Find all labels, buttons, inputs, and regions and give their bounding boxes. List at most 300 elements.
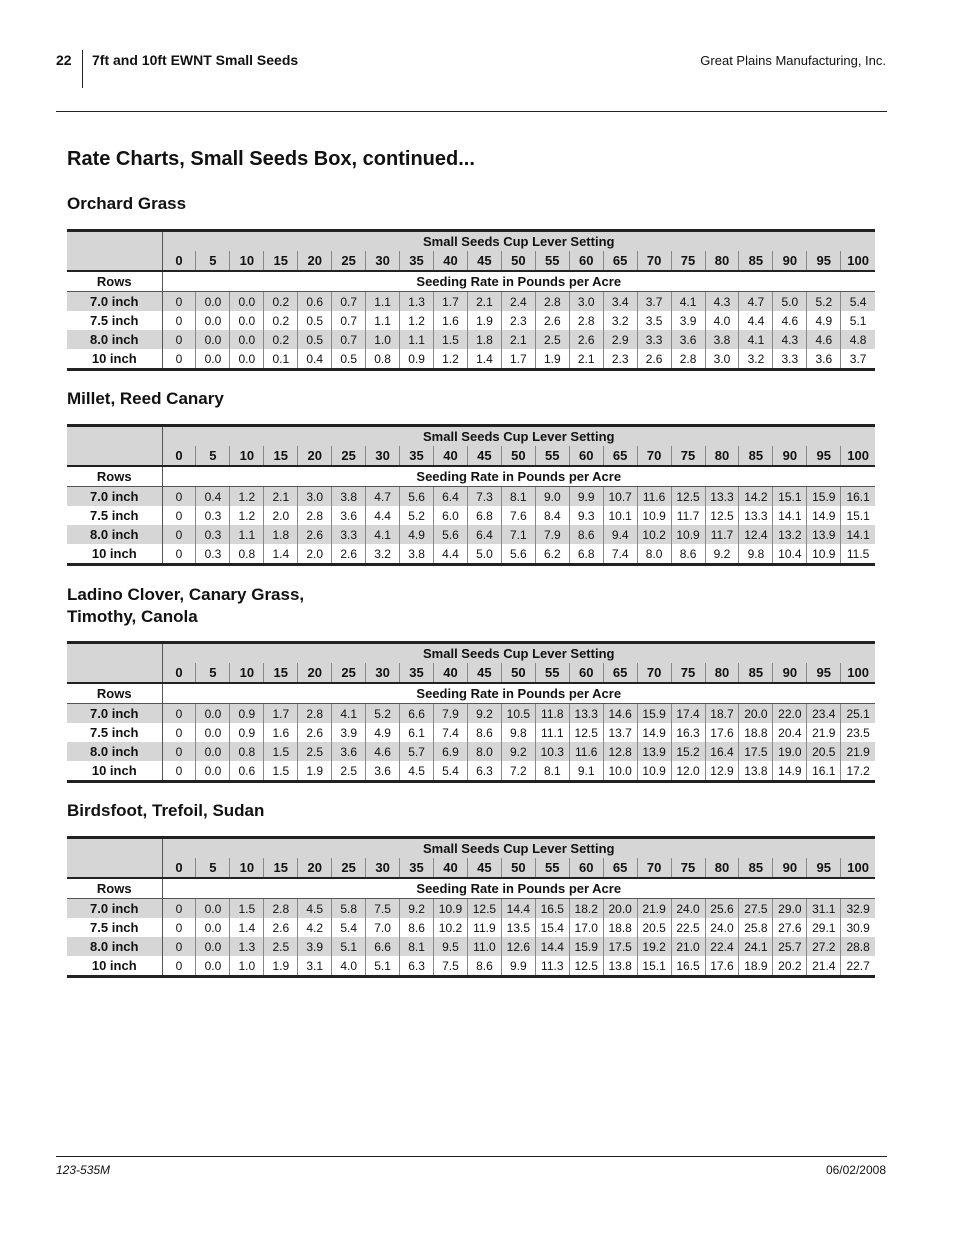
setting-value: 15 [264,858,298,878]
rate-cell: 10.5 [501,704,535,724]
rate-cell: 0.0 [230,349,264,370]
rate-cell: 9.2 [501,742,535,761]
rate-cell: 13.3 [739,506,773,525]
rate-cell: 8.6 [467,956,501,977]
rate-cell: 24.0 [671,899,705,919]
rate-cell: 28.8 [841,937,875,956]
rate-cell: 25.6 [705,899,739,919]
rate-cell: 0 [162,311,196,330]
setting-value: 25 [332,663,366,683]
setting-value: 55 [535,251,569,271]
row-spacing-label: 10 inch [67,956,162,977]
rate-cell: 8.1 [400,937,434,956]
setting-value: 10 [230,251,264,271]
rate-cell: 20.2 [773,956,807,977]
rate-cell: 4.9 [807,311,841,330]
rate-cell: 0 [162,704,196,724]
setting-value: 55 [535,858,569,878]
rate-cell: 18.8 [603,918,637,937]
rate-cell: 10.9 [434,899,468,919]
rate-cell: 24.0 [705,918,739,937]
rate-cell: 13.3 [705,487,739,507]
rate-cell: 2.8 [298,506,332,525]
rate-cell: 10.9 [637,506,671,525]
rate-cell: 4.4 [739,311,773,330]
rate-cell: 0.0 [196,330,230,349]
rate-cell: 2.6 [535,311,569,330]
rate-cell: 12.5 [671,487,705,507]
rate-cell: 7.1 [501,525,535,544]
rate-cell: 2.8 [569,311,603,330]
rate-cell: 11.7 [671,506,705,525]
rate-cell: 22.5 [671,918,705,937]
rate-cell: 9.8 [739,544,773,565]
header-divider [82,50,83,88]
rate-cell: 4.7 [739,292,773,312]
setting-value: 35 [400,858,434,878]
rate-cell: 2.5 [264,937,298,956]
rate-cell: 12.5 [705,506,739,525]
rate-cell: 1.9 [467,311,501,330]
rate-cell: 19.0 [773,742,807,761]
setting-value: 5 [196,251,230,271]
rate-cell: 0.0 [230,330,264,349]
setting-header: Small Seeds Cup Lever Setting [162,838,875,859]
rate-cell: 17.5 [739,742,773,761]
setting-header-row [67,838,875,859]
setting-value: 45 [467,858,501,878]
rate-cell: 0.2 [264,292,298,312]
rate-cell: 17.5 [603,937,637,956]
rate-cell: 6.8 [467,506,501,525]
publication-date: 06/02/2008 [825,1163,886,1177]
table-row [67,292,875,312]
row-spacing-label: 7.0 inch [67,704,162,724]
rate-cell: 12.6 [501,937,535,956]
setting-value: 75 [671,251,705,271]
setting-value: 35 [400,663,434,683]
rate-cell: 2.1 [467,292,501,312]
rate-header-row [67,683,875,704]
rate-cell: 9.2 [467,704,501,724]
rate-cell: 16.1 [841,487,875,507]
rate-cell: 16.3 [671,723,705,742]
rate-cell: 3.3 [332,525,366,544]
rate-cell: 17.0 [569,918,603,937]
section-title: Birdsfoot, Trefoil, Sudan [67,801,265,820]
rate-cell: 5.2 [807,292,841,312]
setting-value: 30 [366,446,400,466]
rate-cell: 27.6 [773,918,807,937]
rate-cell: 4.5 [400,761,434,782]
rate-cell: 10.4 [773,544,807,565]
rate-cell: 21.9 [841,742,875,761]
rate-cell: 2.9 [603,330,637,349]
rate-cell: 19.2 [637,937,671,956]
rate-cell: 3.9 [298,937,332,956]
rate-cell: 5.1 [366,956,400,977]
rate-cell: 23.5 [846,725,870,740]
rate-cell: 18.8 [739,723,773,742]
rate-cell: 8.6 [467,723,501,742]
setting-value: 0 [162,446,196,466]
rate-cell: 14.1 [841,525,875,544]
rate-cell: 13.8 [739,761,773,782]
setting-value: 65 [603,858,637,878]
rate-cell: 4.1 [366,525,400,544]
rate-cell: 8.0 [637,544,671,565]
rate-cell: 1.7 [501,349,535,370]
row-spacing-label: 7.0 inch [67,899,162,919]
section-title: Ladino Clover, Canary Grass, Timothy, Canola [67,585,305,626]
rate-cell: 1.2 [230,487,264,507]
setting-value: 70 [637,663,671,683]
rate-header-row [67,466,875,487]
setting-value: 35 [400,446,434,466]
rate-cell: 13.9 [807,525,841,544]
rate-cell: 13.5 [501,918,535,937]
setting-value: 75 [671,663,705,683]
rate-cell: 0 [162,761,196,782]
setting-value: 15 [264,663,298,683]
row-spacing-label: 8.0 inch [67,742,162,761]
table-row [67,742,875,761]
rate-cell: 22.4 [705,937,739,956]
rate-cell: 3.3 [637,330,671,349]
rate-cell: 8.6 [569,525,603,544]
row-spacing-label: 7.5 inch [67,506,162,525]
rate-cell: 0.9 [230,704,264,724]
rate-cell: 15.4 [535,918,569,937]
rate-cell: 0.3 [196,544,230,565]
setting-value: 20 [298,446,332,466]
rate-cell: 14.9 [807,506,841,525]
rate-cell: 4.3 [705,292,739,312]
rate-cell: 4.4 [434,544,468,565]
rate-cell: 0.0 [196,899,230,919]
table-row [67,937,875,956]
rate-cell: 7.9 [434,704,468,724]
rate-cell: 13.2 [773,525,807,544]
rate-cell: 15.2 [671,742,705,761]
rate-cell: 14.4 [501,899,535,919]
rate-table [67,836,875,978]
rate-cell: 29.0 [773,899,807,919]
rate-cell: 2.0 [264,506,298,525]
rate-cell: 5.4 [332,918,366,937]
rate-cell: 0 [162,506,196,525]
rate-cell: 20.4 [773,723,807,742]
setting-value: 20 [298,858,332,878]
rate-cell: 1.1 [366,292,400,312]
setting-value: 60 [569,858,603,878]
row-spacing-label: 10 inch [67,544,162,565]
rate-cell: 7.5 [366,899,400,919]
rate-cell: 3.7 [841,349,875,370]
rate-cell: 4.4 [366,506,400,525]
rate-cell: 8.1 [535,761,569,782]
row-spacing-label: 7.5 inch [67,723,162,742]
setting-value: 5 [196,663,230,683]
rate-cell: 15.1 [846,508,870,523]
rate-cell: 8.6 [671,544,705,565]
rate-cell: 0.8 [366,349,400,370]
rate-cell: 6.0 [434,506,468,525]
rate-cell: 4.5 [298,899,332,919]
setting-header: Small Seeds Cup Lever Setting [162,643,875,664]
rate-cell: 3.0 [298,487,332,507]
rate-cell: 1.2 [434,349,468,370]
setting-value: 35 [400,251,434,271]
rate-cell: 13.3 [569,704,603,724]
rate-cell: 12.4 [739,525,773,544]
rate-cell: 0.5 [332,349,366,370]
rate-cell: 7.9 [535,525,569,544]
page-title: Rate Charts, Small Seeds Box, continued... [67,148,475,170]
rate-cell: 18.2 [569,899,603,919]
rate-cell: 1.9 [298,761,332,782]
rate-cell: 3.8 [400,544,434,565]
setting-value: 0 [162,858,196,878]
setting-value: 80 [705,251,739,271]
rate-cell: 0.7 [332,330,366,349]
rate-cell: 10.9 [637,761,671,782]
rate-cell: 1.6 [264,723,298,742]
rate-cell: 2.6 [332,544,366,565]
rate-cell: 7.0 [366,918,400,937]
rate-cell: 0 [162,330,196,349]
rate-cell: 2.6 [298,525,332,544]
setting-value: 10 [230,858,264,878]
rate-cell: 10.2 [434,918,468,937]
rate-cell: 0.4 [298,349,332,370]
rate-cell: 0.2 [264,311,298,330]
rate-cell: 0 [162,899,196,919]
rate-cell: 0.5 [298,330,332,349]
rate-cell: 2.3 [501,311,535,330]
setting-value: 25 [332,858,366,878]
rate-cell: 11.5 [841,544,875,565]
setting-values-row [67,446,875,466]
rate-cell: 17.6 [705,956,739,977]
rate-cell: 4.8 [841,330,875,349]
rate-cell: 0 [162,742,196,761]
rate-cell: 4.0 [332,956,366,977]
rate-cell: 0.0 [196,311,230,330]
rate-cell: 15.1 [773,487,807,507]
setting-value: 100 [841,858,875,878]
rate-cell: 8.6 [400,918,434,937]
rate-cell: 0.0 [196,937,230,956]
rate-cell: 21.9 [637,899,671,919]
rate-cell: 6.8 [569,544,603,565]
rate-cell: 11.6 [637,487,671,507]
rate-cell: 8.4 [535,506,569,525]
rate-cell: 12.5 [569,723,603,742]
rate-header-row [67,878,875,899]
rate-cell: 5.6 [434,525,468,544]
setting-value: 90 [773,858,807,878]
rate-cell: 2.5 [332,761,366,782]
rate-cell: 4.6 [773,311,807,330]
rate-cell: 16.1 [807,761,841,782]
setting-value: 50 [501,858,535,878]
setting-value: 95 [807,858,841,878]
rate-cell: 7.4 [434,723,468,742]
setting-value: 85 [739,446,773,466]
rate-cell: 0.9 [400,349,434,370]
rate-cell: 6.9 [434,742,468,761]
rate-cell: 0.0 [196,292,230,312]
setting-value: 45 [467,663,501,683]
header-corner [67,643,162,664]
rate-cell: 5.1 [849,313,867,328]
rate-cell: 2.8 [264,899,298,919]
rate-cell: 7.4 [603,544,637,565]
section-title: Orchard Grass [67,194,187,213]
rate-cell: 20.0 [739,704,773,724]
header-corner [67,858,162,878]
rate-cell: 4.0 [705,311,739,330]
rate-cell: 3.6 [671,330,705,349]
rate-cell: 3.2 [366,544,400,565]
setting-value: 80 [705,446,739,466]
header-corner [67,838,162,859]
rate-cell: 10.3 [535,742,569,761]
rate-cell: 4.9 [400,525,434,544]
setting-value: 100 [841,251,875,271]
rate-cell: 21.0 [671,937,705,956]
setting-header: Small Seeds Cup Lever Setting [162,231,875,252]
rate-cell: 1.4 [230,918,264,937]
header-corner [67,251,162,271]
rate-cell: 20.5 [637,918,671,937]
rate-cell: 3.1 [298,956,332,977]
company-name: Great Plains Manufacturing, Inc. [700,53,886,68]
table-row [67,899,875,919]
table-row [67,761,875,782]
setting-value: 55 [535,446,569,466]
rate-cell: 0.1 [264,349,298,370]
rate-cell: 2.1 [264,487,298,507]
rate-cell: 15.1 [637,956,671,977]
rate-cell: 3.6 [807,349,841,370]
setting-value: 65 [603,446,637,466]
setting-value: 85 [739,858,773,878]
rate-cell: 11.3 [535,956,569,977]
rate-cell: 0.4 [196,487,230,507]
rate-cell: 4.7 [366,487,400,507]
rate-cell: 6.3 [467,761,501,782]
rate-cell: 14.2 [739,487,773,507]
rate-cell: 1.7 [434,292,468,312]
table-row [67,487,875,507]
row-spacing-label: 8.0 inch [67,525,162,544]
rate-cell: 4.6 [366,742,400,761]
setting-value: 10 [230,446,264,466]
header-corner [67,446,162,466]
setting-value: 40 [434,858,468,878]
rate-cell: 9.0 [535,487,569,507]
rate-cell: 2.6 [264,918,298,937]
rate-cell: 24.1 [739,937,773,956]
header-corner [67,663,162,683]
rate-cell: 12.8 [603,742,637,761]
rate-cell: 1.6 [434,311,468,330]
rate-cell: 25.1 [841,704,875,724]
rate-cell: 21.4 [807,956,841,977]
rate-cell: 9.4 [603,525,637,544]
rate-cell: 29.1 [807,918,841,937]
setting-value: 100 [841,663,875,683]
rate-cell: 15.9 [569,937,603,956]
table-row [67,704,875,724]
rate-cell: 3.0 [569,292,603,312]
rate-cell: 6.1 [400,723,434,742]
rate-cell: 22.7 [841,956,875,977]
setting-header-row [67,643,875,664]
rate-cell: 13.8 [603,956,637,977]
row-spacing-label: 8.0 inch [67,937,162,956]
rate-cell: 7.2 [501,761,535,782]
rate-cell: 0 [162,937,196,956]
setting-value: 95 [807,446,841,466]
rate-cell: 2.6 [637,349,671,370]
rate-cell: 10.9 [671,525,705,544]
rate-cell: 2.8 [671,349,705,370]
page-number: 22 [56,52,72,68]
rate-cell: 1.4 [467,349,501,370]
rate-table [67,229,875,371]
setting-value: 0 [162,251,196,271]
setting-value: 15 [264,251,298,271]
setting-value: 100 [841,446,875,466]
rate-cell: 4.9 [366,723,400,742]
rate-cell: 17.4 [671,704,705,724]
rate-cell: 0.6 [298,292,332,312]
rate-cell: 1.5 [264,761,298,782]
rate-header-row [67,271,875,292]
rate-cell: 3.4 [603,292,637,312]
rate-cell: 7.6 [501,506,535,525]
rate-cell: 0.0 [196,918,230,937]
setting-value: 25 [332,251,366,271]
rate-cell: 12.9 [705,761,739,782]
rate-cell: 2.3 [603,349,637,370]
rate-cell: 16.4 [705,742,739,761]
rate-cell: 14.4 [535,937,569,956]
rate-cell: 3.3 [773,349,807,370]
rate-cell: 0.0 [196,761,230,782]
table-row [67,506,875,525]
rate-cell: 3.8 [705,330,739,349]
rate-cell: 0 [162,487,196,507]
rate-cell: 11.8 [535,704,569,724]
rate-cell: 16.5 [535,899,569,919]
rate-cell: 25.7 [773,937,807,956]
rate-cell: 1.1 [400,330,434,349]
setting-value: 60 [569,663,603,683]
rate-cell: 1.8 [264,525,298,544]
rate-cell: 4.1 [332,704,366,724]
setting-value: 30 [366,251,400,271]
rate-cell: 4.1 [671,292,705,312]
rate-cell: 6.3 [400,956,434,977]
rate-cell: 5.6 [400,487,434,507]
setting-value: 95 [807,251,841,271]
rate-cell: 2.8 [298,704,332,724]
rate-cell: 27.5 [739,899,773,919]
